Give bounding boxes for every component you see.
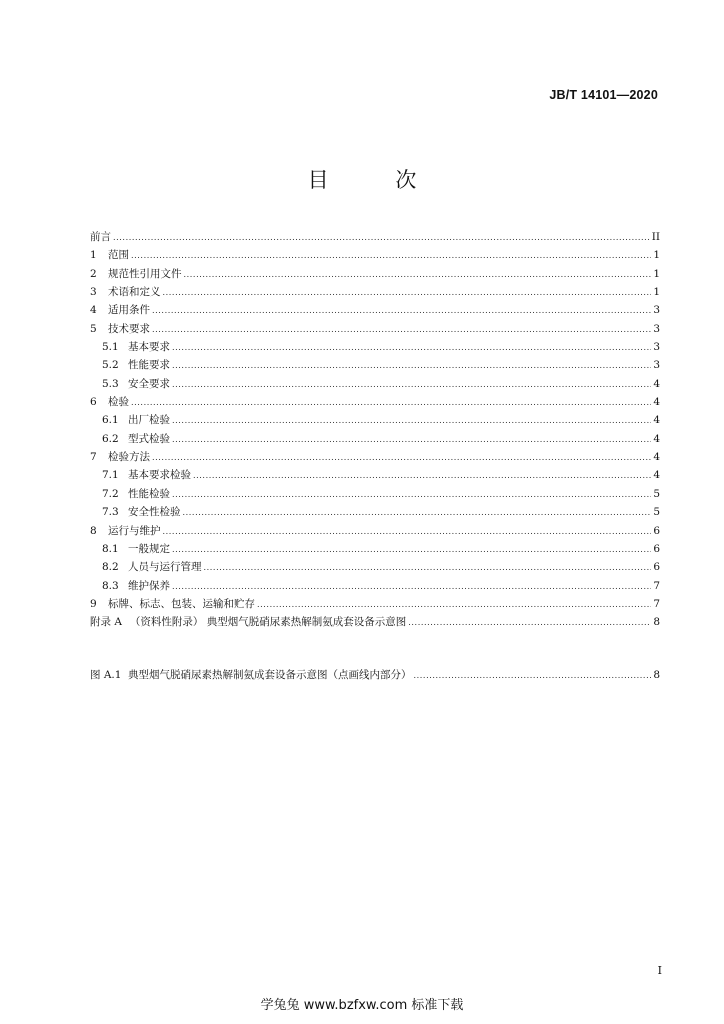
toc-entry-number: 7.1 (102, 469, 119, 482)
toc-entry-label: 前言 (90, 231, 111, 243)
toc-entry-number: 8 (90, 524, 97, 537)
leader-dots (113, 229, 650, 247)
standard-code: JB/T 14101—2020 (549, 88, 658, 102)
toc-entry-page: 6 (653, 524, 660, 537)
toc-entry-page: 4 (653, 377, 660, 390)
toc-entry[interactable] (90, 283, 660, 301)
toc-entry[interactable] (90, 301, 660, 319)
toc-entry-label: 安全要求 (128, 377, 170, 390)
toc-entry-label: 基本要求检验 (128, 469, 191, 482)
toc-entry-label: 安全性检验 (128, 506, 181, 519)
leader-dots (172, 541, 651, 559)
toc-entry-page: 4 (653, 469, 660, 482)
toc-entry-number: 3 (90, 286, 97, 299)
leader-dots (152, 302, 651, 320)
toc-entry[interactable] (90, 411, 660, 429)
toc-entry[interactable] (90, 558, 660, 576)
toc-entry-page: 6 (653, 561, 660, 574)
figure-list (90, 666, 660, 684)
toc-entry-page: 1 (653, 267, 660, 280)
toc-entry-page: 4 (653, 414, 660, 427)
toc-entry[interactable] (90, 393, 660, 411)
leader-dots (193, 467, 651, 485)
toc-entry[interactable] (90, 338, 660, 356)
toc-entry-label: 出厂检验 (128, 414, 170, 427)
toc-entry-number: 8.1 (102, 542, 119, 555)
leader-dots (152, 321, 651, 339)
toc-entry-label: 性能检验 (128, 487, 170, 500)
toc-entry-number: 1 (90, 249, 97, 262)
leader-dots (172, 412, 651, 430)
toc-entry-label: 规范性引用文件 (108, 267, 182, 280)
toc-entry-label: 术语和定义 (108, 286, 161, 299)
leader-dots (172, 376, 651, 394)
leader-dots (172, 339, 651, 357)
figure-label: 典型烟气脱硝尿素热解制氨成套设备示意图（点画线内部分） (128, 669, 412, 681)
toc-entry-page: 3 (653, 359, 660, 372)
toc-entry-label: 人员与运行管理 (128, 561, 202, 574)
toc-entry[interactable] (90, 522, 660, 540)
leader-dots (172, 357, 651, 375)
leader-dots (163, 284, 652, 302)
toc-entry-page: 5 (653, 487, 660, 500)
toc-entry-number: 5.1 (102, 341, 119, 354)
toc-entry-number: 8.2 (102, 561, 119, 574)
toc-entry-label: 检验方法 (108, 451, 150, 464)
toc-entry[interactable] (90, 595, 660, 613)
leader-dots (172, 486, 651, 504)
figure-page: 8 (653, 669, 660, 681)
toc-entry-label: 基本要求 (128, 341, 170, 354)
toc-entry[interactable] (90, 246, 660, 264)
toc-entry-page: 3 (653, 322, 660, 335)
toc-entry-page: 1 (653, 286, 660, 299)
toc-entry-label: 一般规定 (128, 542, 170, 555)
toc-entry-number: 5 (90, 322, 97, 335)
toc-entry-label: 范围 (108, 249, 129, 262)
toc-entry[interactable] (90, 356, 660, 374)
toc-entry-number: 2 (90, 267, 97, 280)
toc-title: 目 次 (307, 168, 447, 192)
footer-watermark-text: 学兔兔 www.bzfxw.com 标准下载 (260, 998, 464, 1013)
toc-entry-page: 7 (653, 579, 660, 592)
toc-entry-label: 检验 (108, 396, 129, 409)
toc-entry-number: 7 (90, 451, 97, 464)
leader-dots (408, 614, 651, 632)
toc-entry-page: 4 (653, 451, 660, 464)
toc-entry[interactable] (90, 320, 660, 338)
toc-entry-page: 7 (653, 597, 660, 610)
leader-dots (152, 449, 651, 467)
toc-list (90, 228, 660, 632)
toc-entry-label: 适用条件 (108, 304, 150, 317)
leader-dots (204, 559, 652, 577)
leader-dots (183, 504, 652, 522)
leader-dots (172, 431, 651, 449)
toc-entry-page: 1 (653, 249, 660, 262)
toc-entry[interactable] (90, 375, 660, 393)
toc-entry[interactable] (90, 485, 660, 503)
toc-entry-page: 4 (653, 396, 660, 409)
figure-number: 图 A.1 (90, 669, 122, 681)
toc-entry[interactable] (90, 448, 660, 466)
toc-entry-number: 7.3 (102, 506, 119, 519)
leader-dots (131, 247, 651, 265)
leader-dots (184, 266, 652, 284)
appendix-label: （资料性附录） 典型烟气脱硝尿素热解制氨成套设备示意图 (129, 616, 407, 629)
toc-entry[interactable] (90, 466, 660, 484)
toc-entry-page: 6 (653, 542, 660, 555)
toc-entry-number: 6 (90, 396, 97, 409)
appendix-number: 附录 A (90, 616, 122, 629)
figure-entry[interactable] (90, 666, 660, 684)
toc-entry-page: 3 (653, 341, 660, 354)
toc-entry-label: 维护保养 (128, 579, 170, 592)
toc-entry[interactable] (90, 265, 660, 283)
toc-entry[interactable] (90, 540, 660, 558)
toc-entry-number: 6.2 (102, 432, 119, 445)
toc-entry-page: 4 (653, 432, 660, 445)
toc-entry-label: 运行与维护 (108, 524, 161, 537)
toc-entry-page: II (651, 231, 660, 243)
toc-entry-number: 5.2 (102, 359, 119, 372)
toc-entry-number: 7.2 (102, 487, 119, 500)
toc-entry-number: 9 (90, 597, 97, 610)
toc-entry[interactable] (90, 503, 660, 521)
toc-entry-page: 5 (653, 506, 660, 519)
leader-dots (131, 394, 651, 412)
toc-appendix-entry[interactable] (90, 613, 660, 631)
toc-entry-label: 标牌、标志、包装、运输和贮存 (108, 597, 255, 610)
leader-dots (257, 596, 651, 614)
toc-entry[interactable] (90, 577, 660, 595)
toc-entry-number: 5.3 (102, 377, 119, 390)
toc-entry-label: 型式检验 (128, 432, 170, 445)
toc-entry-page: 3 (653, 304, 660, 317)
toc-entry-label: 性能要求 (128, 359, 170, 372)
toc-entry-label: 技术要求 (108, 322, 150, 335)
toc-entry-number: 8.3 (102, 579, 119, 592)
toc-entry-number: 4 (90, 304, 97, 317)
toc-entry-number: 6.1 (102, 414, 119, 427)
toc-entry[interactable] (90, 228, 660, 246)
toc-entry[interactable] (90, 430, 660, 448)
leader-dots (163, 523, 652, 541)
page-number: I (657, 964, 662, 977)
appendix-page: 8 (653, 616, 660, 629)
leader-dots (414, 667, 652, 685)
leader-dots (172, 578, 651, 596)
